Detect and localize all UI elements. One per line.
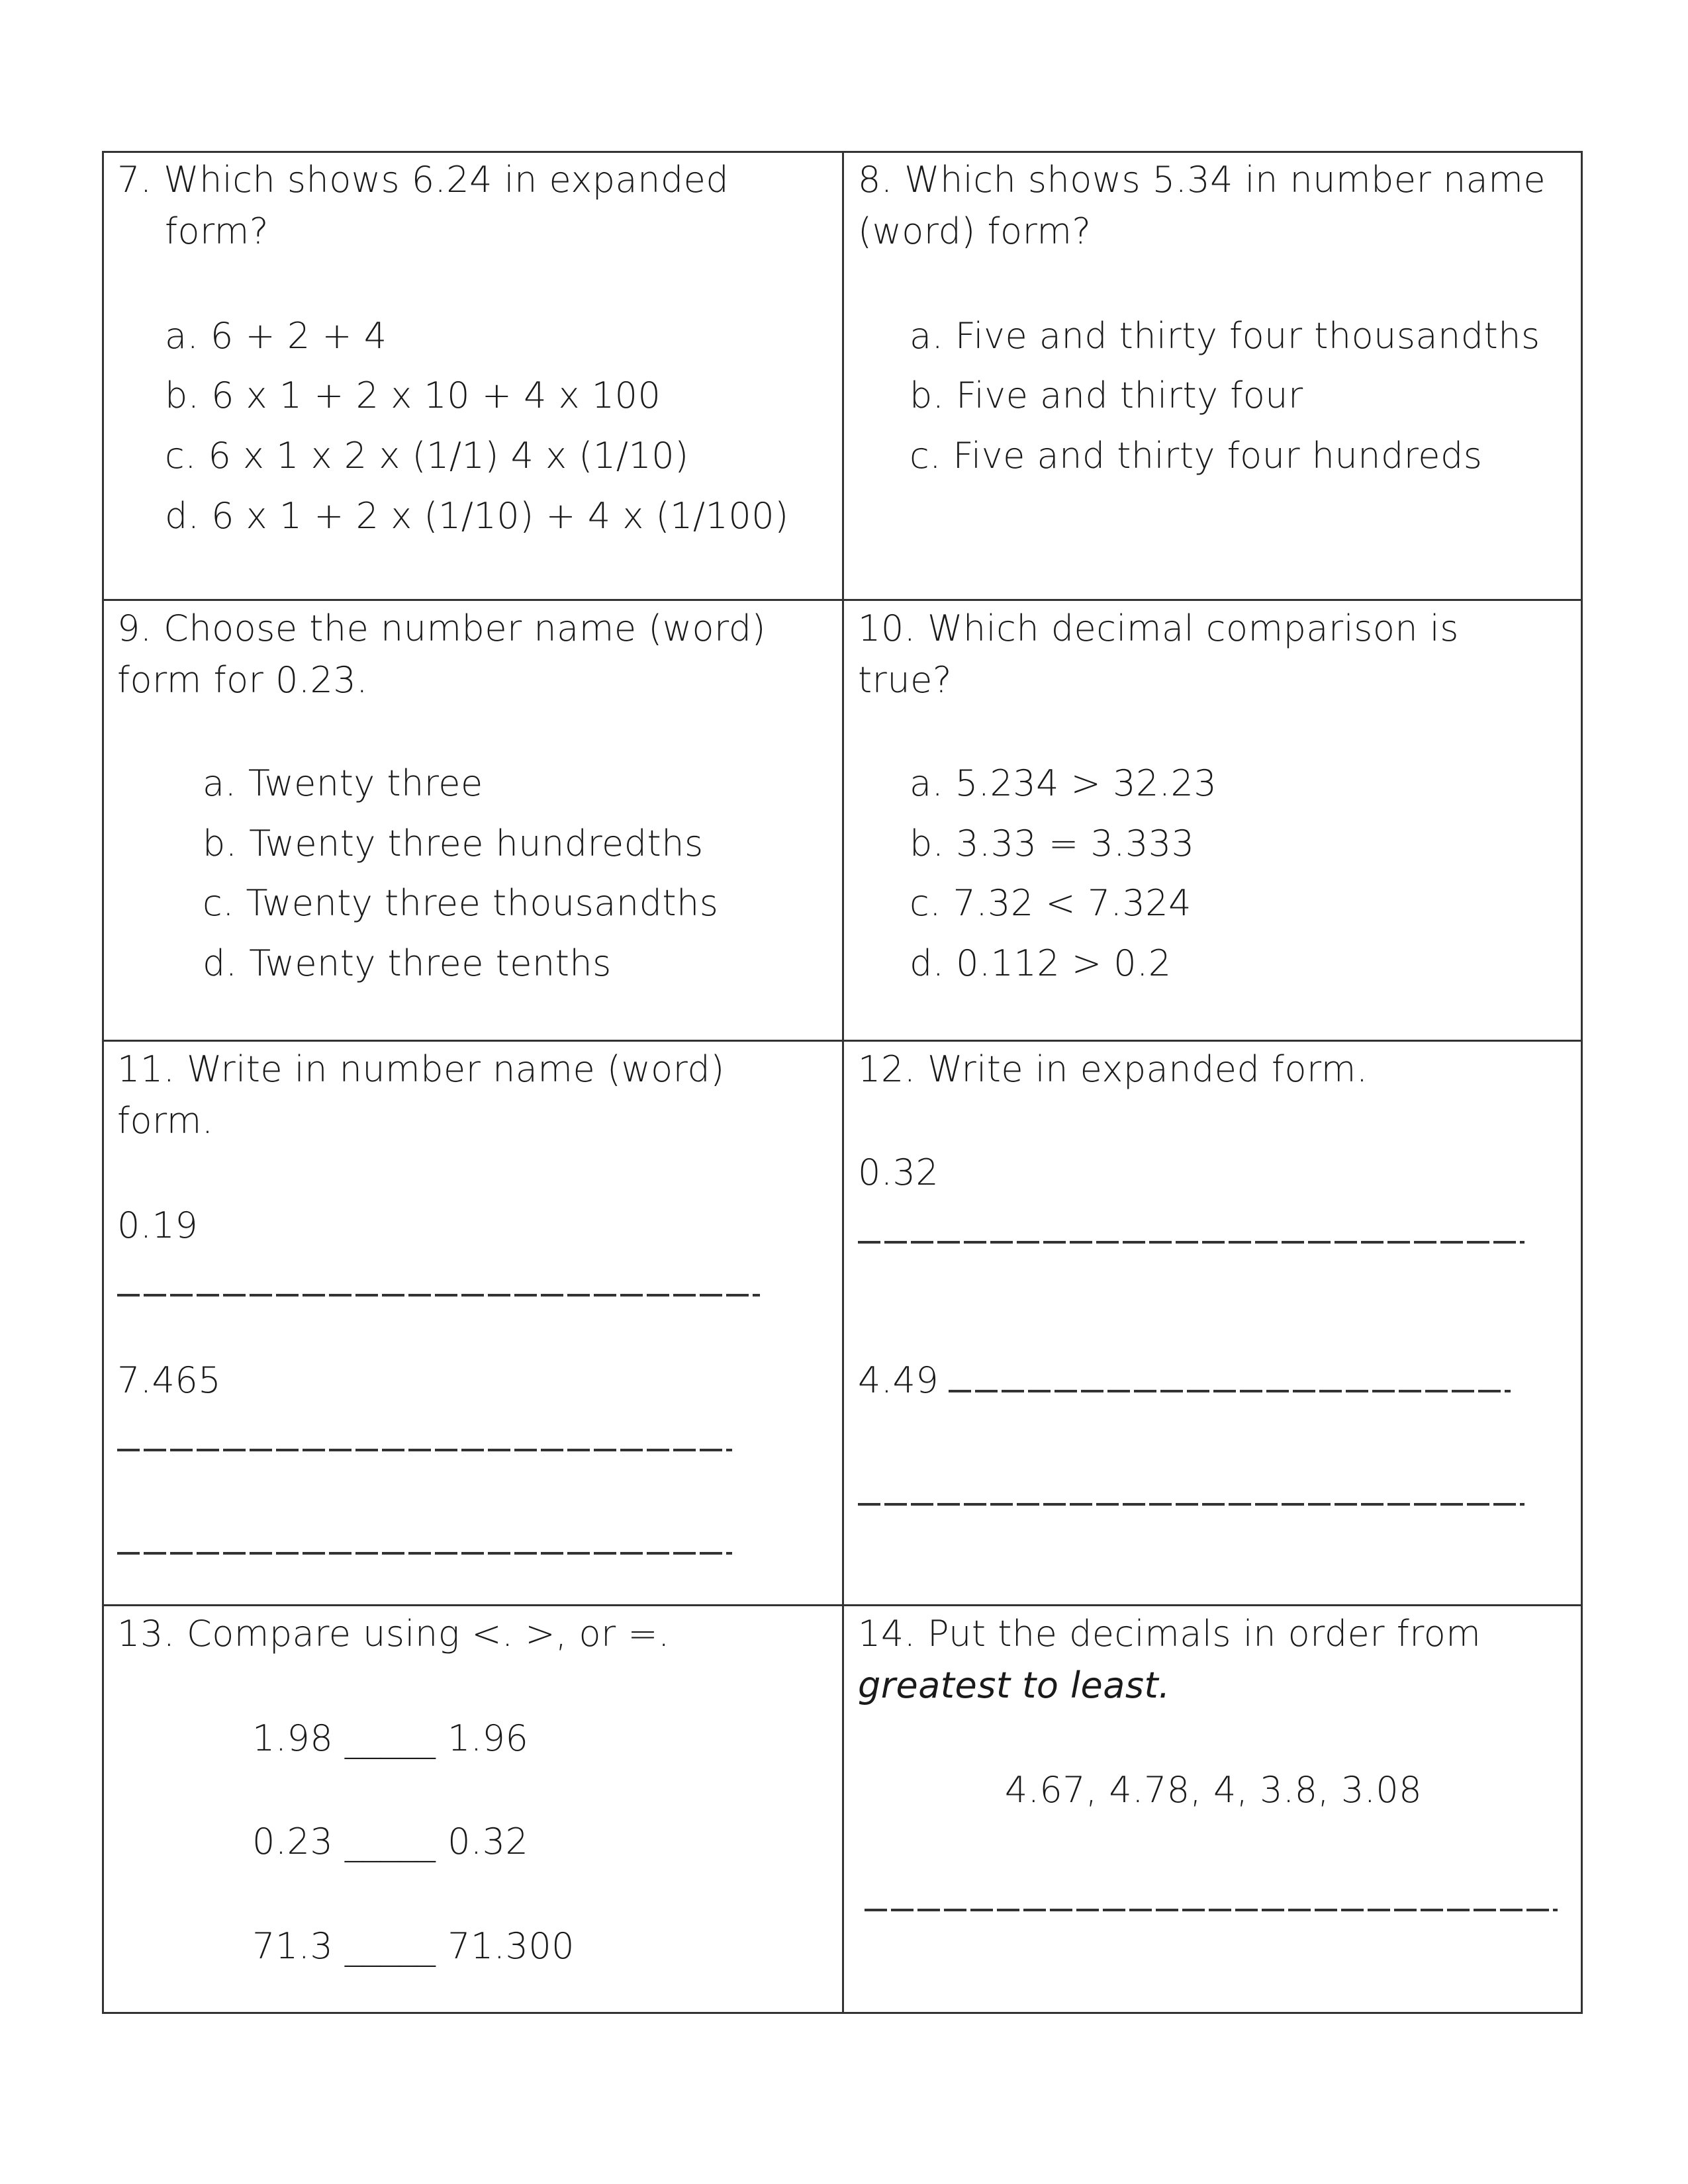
question-text: form. (117, 1100, 214, 1142)
question-text: 12. Write in expanded form. (858, 1048, 1368, 1090)
answer-blank[interactable] (117, 1449, 732, 1451)
answer-option: d. 0.112 > 0.2 (910, 942, 1172, 984)
emphasis-text: greatest to least. (858, 1664, 1170, 1706)
number-prompt: 0.19 (117, 1205, 199, 1246)
answer-option: b. 6 x 1 + 2 x 10 + 4 x 100 (165, 375, 661, 416)
answer-blank[interactable] (117, 1294, 760, 1297)
answer-option: a. 6 + 2 + 4 (165, 315, 387, 357)
left-number: 1.98 (252, 1717, 334, 1759)
answer-option: d. 6 x 1 + 2 x (1/10) + 4 x (1/100) (165, 495, 789, 537)
comparison-row (252, 1816, 528, 1868)
question-text: 10. Which decimal comparison is (858, 608, 1459, 649)
question-text: true? (858, 659, 952, 701)
answer-option: b. Twenty three hundredths (203, 823, 704, 864)
question-text: 7. Which shows 6.24 in expanded (117, 159, 729, 201)
question-text: 14. Put the decimals in order from (858, 1613, 1481, 1655)
question-text: (word) form? (858, 210, 1092, 252)
answer-blank[interactable] (949, 1390, 1511, 1392)
answer-option: b. 3.33 = 3.333 (910, 823, 1195, 864)
question-text: 8. Which shows 5.34 in number name (858, 159, 1546, 201)
right-number: 71.300 (447, 1925, 575, 1967)
comparison-row (252, 1921, 575, 1972)
row-divider (102, 1604, 1583, 1606)
decimal-list: 4.67, 4.78, 4, 3.8, 3.08 (1004, 1769, 1423, 1811)
left-number: 0.23 (252, 1821, 334, 1862)
answer-blank[interactable] (858, 1241, 1524, 1244)
row-divider (102, 1040, 1583, 1042)
answer-blank[interactable] (858, 1503, 1524, 1506)
answer-option: a. Five and thirty four thousandths (910, 315, 1540, 357)
answer-blank[interactable] (117, 1552, 732, 1555)
column-divider (842, 151, 844, 2014)
right-number: 1.96 (447, 1717, 529, 1759)
right-number: 0.32 (447, 1821, 529, 1862)
answer-option: a. 5.234 > 32.23 (910, 762, 1217, 804)
question-text: form for 0.23. (117, 659, 368, 701)
question-text: 13. Compare using <. >, or =. (117, 1613, 670, 1655)
number-prompt: 0.32 (858, 1152, 939, 1193)
comparison-row (252, 1713, 528, 1764)
answer-blank[interactable] (865, 1909, 1558, 1911)
question-text: form? (165, 210, 269, 252)
answer-option: b. Five and thirty four (910, 375, 1303, 416)
answer-blank[interactable]: _____ (344, 1821, 436, 1862)
answer-option: c. Twenty three thousandths (203, 882, 719, 924)
question-text: 11. Write in number name (word) (117, 1048, 725, 1090)
answer-blank[interactable]: _____ (344, 1717, 436, 1759)
answer-option: a. Twenty three (203, 762, 483, 804)
answer-option: c. 7.32 < 7.324 (910, 882, 1192, 924)
answer-blank[interactable]: _____ (344, 1925, 436, 1967)
answer-option: c. 6 x 1 x 2 x (1/1) 4 x (1/10) (165, 435, 689, 477)
number-prompt: 7.465 (117, 1359, 222, 1401)
left-number: 71.3 (252, 1925, 334, 1967)
row-divider (102, 599, 1583, 601)
question-text-emphasis (858, 1660, 1170, 1711)
number-prompt: 4.49 (858, 1359, 939, 1401)
answer-option: d. Twenty three tenths (203, 942, 612, 984)
answer-option: c. Five and thirty four hundreds (910, 435, 1483, 477)
question-text: 9. Choose the number name (word) (117, 608, 767, 649)
